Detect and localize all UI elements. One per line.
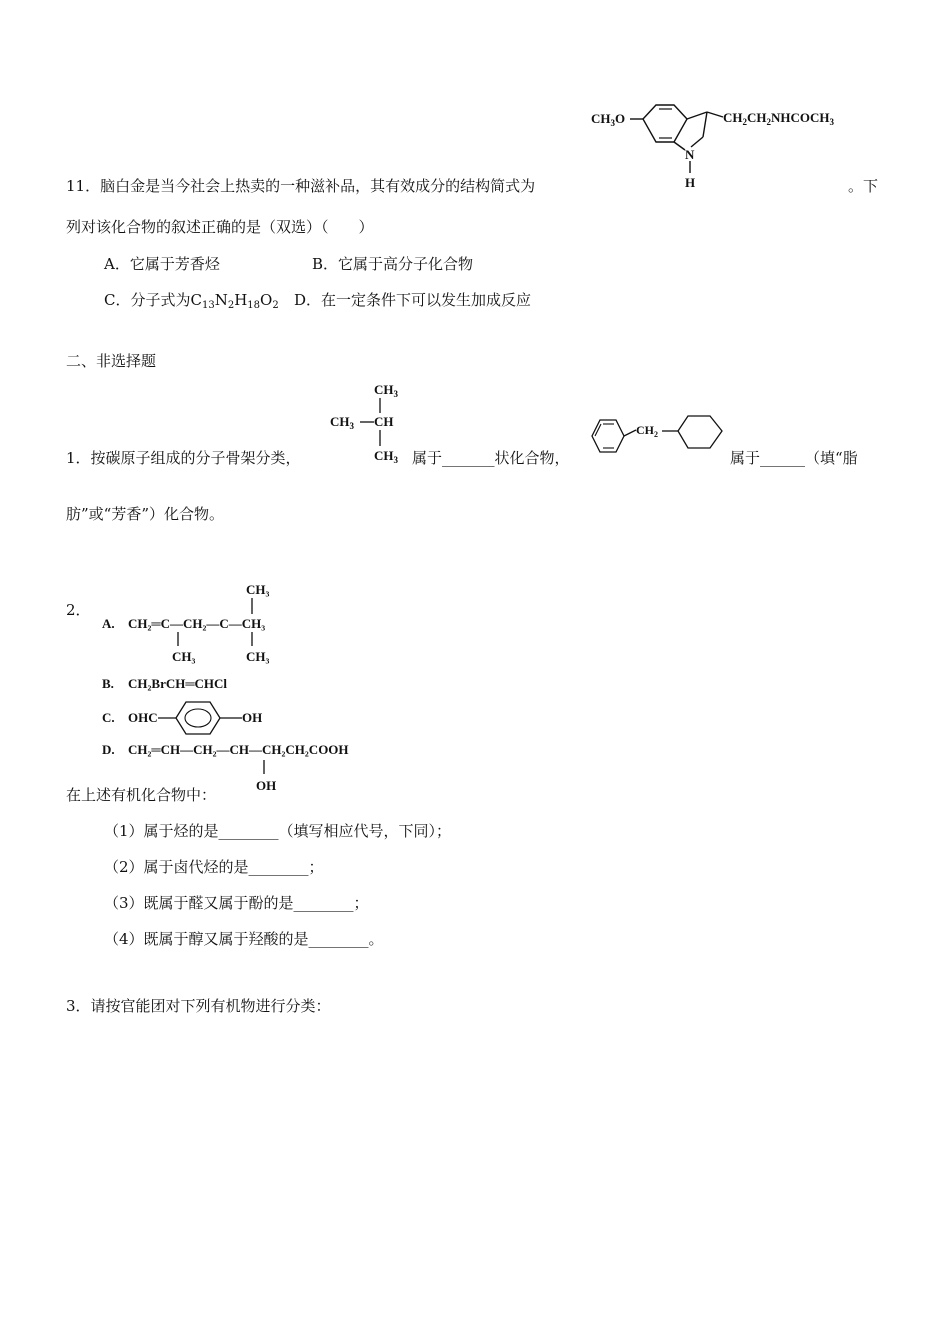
struct-ch3o: $CH_3O$ [591,111,626,128]
isobutane-structure [326,380,408,466]
struct-h: H [685,175,696,190]
q2-sub4: （4）既属于醇又属于羟酸的是________。 [104,930,384,948]
q2-sub2: （2）属于卤代烃的是________； [104,858,324,876]
q2-d-formula: CH₂═CH—CH₂—CH—CH₂CH₂COOH [128,742,349,757]
melatonin-structure [585,95,865,195]
iso-ch3-left: $CH_3$ [330,414,354,431]
q2-c-label: C. [102,710,115,725]
q2-intro: 在上述有机化合物中： [66,786,217,804]
q1-mid: 属于_______状化合物， [412,449,570,467]
q11-option-a: A．它属于芳香烃 [104,255,220,273]
q11-option-d: D．在一定条件下可以发生加成反应 [294,291,532,309]
struct-side-chain: $CH_2CH_2NHCOCH_3$ [723,110,834,127]
q1-line2: 肪”或“芳香”）化合物。 [66,505,225,523]
q11-option-b: B．它属于高分子化合物 [312,255,474,273]
q2-c-right: OH [242,710,263,725]
q2-a-bottom2: CH₃ [246,649,270,664]
benzyl-cyclohexane-structure [586,408,732,466]
q2-d-label: D. [102,742,115,757]
q11-option-c: C．分子式为$C_{13}N_2H_{18}O_2$ [104,291,279,311]
iso-ch3-top: $CH_3$ [374,382,398,399]
q2-a-label: A. [102,616,115,631]
q2-sub1: （1）属于烃的是________（填写相应代号，下同）； [104,822,452,840]
q2-structures [100,578,420,798]
q2-a-top: CH₃ [246,582,270,597]
q11-line1-end: 。下 [848,177,879,195]
q11-line2: 列对该化合物的叙述正确的是（双选）（ ） [66,218,374,236]
iso-ch: CH [374,414,394,429]
q2-sub3: （3）既属于醛又属于酚的是________； [104,894,369,912]
q1-start: 1．按碳原子组成的分子骨架分类， [66,449,301,467]
benzyl-ch2: $CH_2$ [636,423,658,439]
q2-number: 2． [66,601,91,619]
section2-heading: 二、非选择题 [66,352,157,370]
q2-c-left: OHC [128,710,158,725]
q2-b-formula: CH₂BrCH═CHCl [128,676,228,691]
q2-a-bottom1: CH₃ [172,649,196,664]
q2-b-label: B. [102,676,114,691]
q3-text: 3．请按官能团对下列有机物进行分类： [66,997,331,1015]
q2-a-formula: CH₂═C—CH₂—C—CH₃ [128,616,266,631]
q11-line1: 11．脑白金是当今社会上热卖的一种滋补品，其有效成分的结构简式为 [66,177,536,195]
q2-d-oh: OH [256,778,277,793]
struct-n: N [685,147,695,162]
iso-ch3-bottom: $CH_3$ [374,448,398,465]
q1-end: 属于______（填“脂 [730,449,858,467]
